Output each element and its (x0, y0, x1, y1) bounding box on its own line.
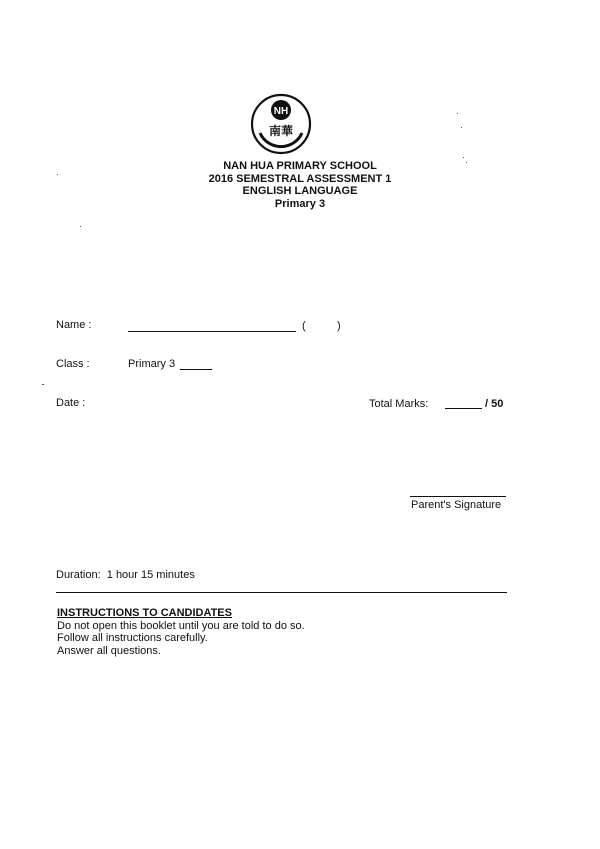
class-value: Primary 3 (128, 358, 176, 370)
scan-speck (457, 113, 458, 114)
duration-value: 1 hour 15 minutes (106, 569, 195, 581)
scan-speck (466, 162, 467, 163)
assessment-title: 2016 SEMESTRAL ASSESSMENT 1 (208, 172, 392, 185)
register-number-open: ( (302, 320, 306, 332)
scan-speck (42, 384, 44, 385)
instruction-line: Answer all questions. (57, 644, 161, 657)
section-divider (56, 592, 507, 593)
scan-speck (57, 174, 58, 175)
level-title: Primary 3 (274, 197, 326, 210)
instruction-line: Follow all instructions carefully. (57, 632, 208, 644)
name-field-line[interactable] (128, 331, 296, 332)
instruction-line: Do not open this booklet until you are told to do so. (57, 619, 305, 632)
signature-line[interactable] (410, 496, 506, 497)
total-marks-field-line[interactable] (445, 408, 482, 409)
total-marks-max: / 50 (485, 398, 504, 410)
total-marks-label: Total Marks: (369, 398, 429, 410)
register-number-close: ) (337, 320, 341, 332)
instructions-title: INSTRUCTIONS TO CANDIDATES (57, 607, 232, 619)
parent-signature-label: Parent's Signature (411, 499, 502, 511)
instructions-block (57, 607, 305, 657)
document-header (150, 160, 450, 210)
scan-speck (461, 127, 462, 128)
school-crest-logo (250, 93, 312, 155)
name-label: Name : (56, 319, 92, 331)
duration-row (56, 569, 195, 581)
scan-speck (80, 226, 81, 227)
class-label: Class : (56, 358, 90, 370)
date-label: Date : (56, 397, 86, 409)
duration-label: Duration: (56, 569, 101, 581)
subject-title: ENGLISH LANGUAGE (242, 185, 358, 197)
class-field-line[interactable] (180, 369, 212, 370)
scan-speck (463, 157, 464, 158)
school-name: NAN HUA PRIMARY SCHOOL (223, 160, 377, 172)
svg-text:南華: 南華 (268, 124, 294, 138)
svg-text:NH: NH (273, 106, 289, 117)
